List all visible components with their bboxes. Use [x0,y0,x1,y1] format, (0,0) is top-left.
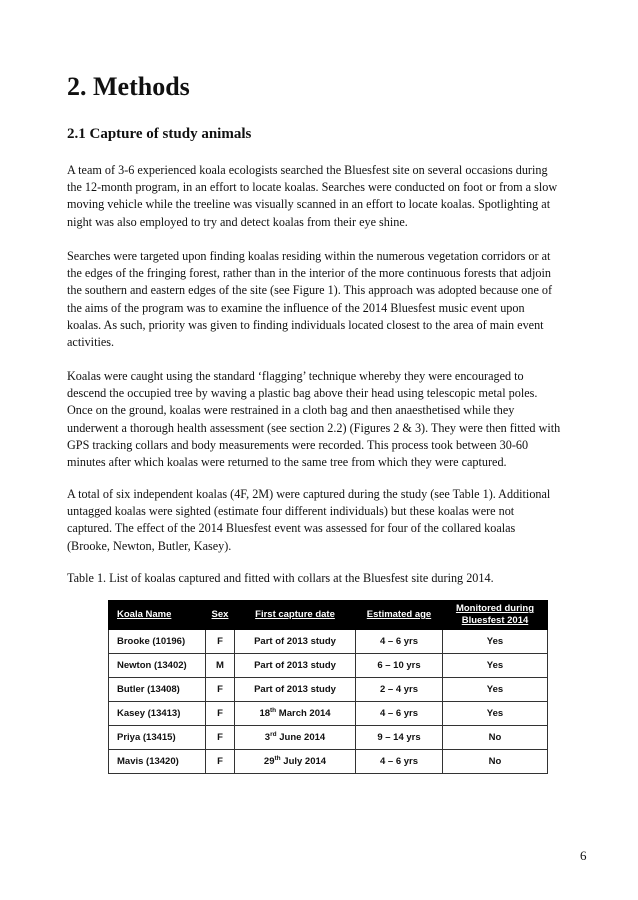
text-line: the edges of the fringing forest, rather than in the interior of the more continuous forests that adjoin [67,266,551,281]
cell-sex: F [206,678,235,702]
cell-estimated-age: 4 – 6 yrs [356,702,443,726]
paragraph-search-targets [67,248,585,351]
cell-capture-date [235,654,356,678]
text-line: moving vehicle while the treeline was visually scanned in an effort to locate koalas. Spotlighting at [67,197,551,212]
cell-estimated-age: 4 – 6 yrs [356,630,443,654]
subsection-heading: 2.1 Capture of study animals [67,126,252,142]
text-line: underwent a thorough health assessment (see section 2.2) (Figures 2 & 3). They were then fitted with [67,420,561,435]
text-line: koalas. As such, priority was given to finding individuals located closest to the area of main event [67,317,544,332]
table-row [109,630,548,654]
text-line: the southern and eastern edges of the site (see Figure 1). This approach was adopted because one of [67,283,553,298]
text-line: Searches were targeted upon finding koalas residing within the numerous vegetation corridors or at [67,249,551,263]
table-row [109,726,548,750]
cell-koala-name: Brooke (10196) [109,630,206,654]
cell-monitored: Yes [443,702,548,726]
text-line: Once on the ground, koalas were restrained in a cloth bag and then anaesthetised while they [67,403,515,418]
cell-capture-date [235,750,356,774]
cell-monitored: No [443,750,548,774]
cell-sex: F [206,630,235,654]
text-line: descend the occupied tree by waving a plastic bag above their head using telescopic metal poles. [67,386,538,401]
cell-koala-name: Priya (13415) [109,726,206,750]
cell-sex: F [206,702,235,726]
header-sex: Sex [206,601,235,630]
table-row [109,750,548,774]
date-text: Part of 2013 study [254,684,336,695]
header-estimated-age: Estimated age [356,601,443,630]
date-month-year: June 2014 [276,732,326,743]
date-day: 29 [263,756,275,767]
cell-estimated-age: 9 – 14 yrs [356,726,443,750]
table-row [109,678,548,702]
table-header-row [109,601,548,630]
cell-monitored: Yes [443,654,548,678]
text-line: A team of 3-6 experienced koala ecologists searched the Bluesfest site on several occasions during [67,163,548,177]
cell-koala-name: Newton (13402) [109,654,206,678]
date-text: Part of 2013 study [254,636,336,647]
cell-capture-date [235,678,356,702]
cell-estimated-age: 6 – 10 yrs [356,654,443,678]
text-line: captured. The effect of the 2014 Bluesfest event was assessed for four of the collared koalas [67,521,516,536]
cell-monitored: Yes [443,678,548,702]
text-line: Koalas were caught using the standard ‘flagging’ technique whereby they were encouraged to [67,369,524,383]
table-row [109,702,548,726]
paragraph-search-team [67,162,585,231]
date-month-year: March 2014 [276,708,331,719]
text-line: untagged koalas were sighted (estimate four different individuals) but these koalas were not [67,504,515,519]
cell-koala-name: Butler (13408) [109,678,206,702]
table-row [109,654,548,678]
cell-estimated-age: 2 – 4 yrs [356,678,443,702]
cell-sex: F [206,750,235,774]
date-day: 3 [264,732,271,743]
header-first-capture-date: First capture date [235,601,356,630]
table-caption: Table 1. List of koalas captured and fitted with collars at the Bluesfest site during 2014. [67,571,494,585]
date-ordinal-suffix: th [270,707,277,714]
text-line: the aims of the program was to examine the influence of the 2014 Bluesfest music event upon [67,300,525,315]
date-month-year: July 2014 [280,756,327,767]
text-line: minutes after which koalas were returned to the same tree from which they were captured. [67,455,507,470]
text-line: activities. [67,335,115,350]
cell-koala-name: Kasey (13413) [109,702,206,726]
header-monitored-line2: Bluesfest 2014 [461,615,529,626]
text-line: GPS tracking collars and body measurements were recorded. This process took between 30-60 [67,437,529,452]
cell-koala-name: Mavis (13420) [109,750,206,774]
header-monitored-line1: Monitored during [455,603,535,614]
cell-monitored: Yes [443,630,548,654]
text-line: the 12-month program, in an effort to locate koalas. Searches were conducted on foot or from a slow [67,180,558,195]
date-text: Part of 2013 study [254,660,336,671]
cell-capture-date [235,702,356,726]
cell-monitored: No [443,726,548,750]
date-ordinal-suffix: th [274,755,281,762]
cell-sex: F [206,726,235,750]
text-line: (Brooke, Newton, Butler, Kasey). [67,538,232,553]
header-monitored [443,601,548,630]
koala-table [108,600,548,774]
paragraph-results-summary [67,486,585,555]
text-line: night was also employed to try and detect koalas from their eye shine. [67,214,408,229]
date-ordinal-suffix: rd [270,731,277,738]
header-koala-name: Koala Name [109,601,206,630]
section-heading: 2. Methods [67,72,190,101]
page-number: 6 [580,848,587,863]
cell-estimated-age: 4 – 6 yrs [356,750,443,774]
text-line: A total of six independent koalas (4F, 2M) were captured during the study (see Table 1). Additional [67,487,551,501]
cell-capture-date [235,630,356,654]
cell-sex: M [206,654,235,678]
cell-capture-date [235,726,356,750]
paragraph-capture-technique [67,368,585,471]
date-day: 18 [259,708,271,719]
